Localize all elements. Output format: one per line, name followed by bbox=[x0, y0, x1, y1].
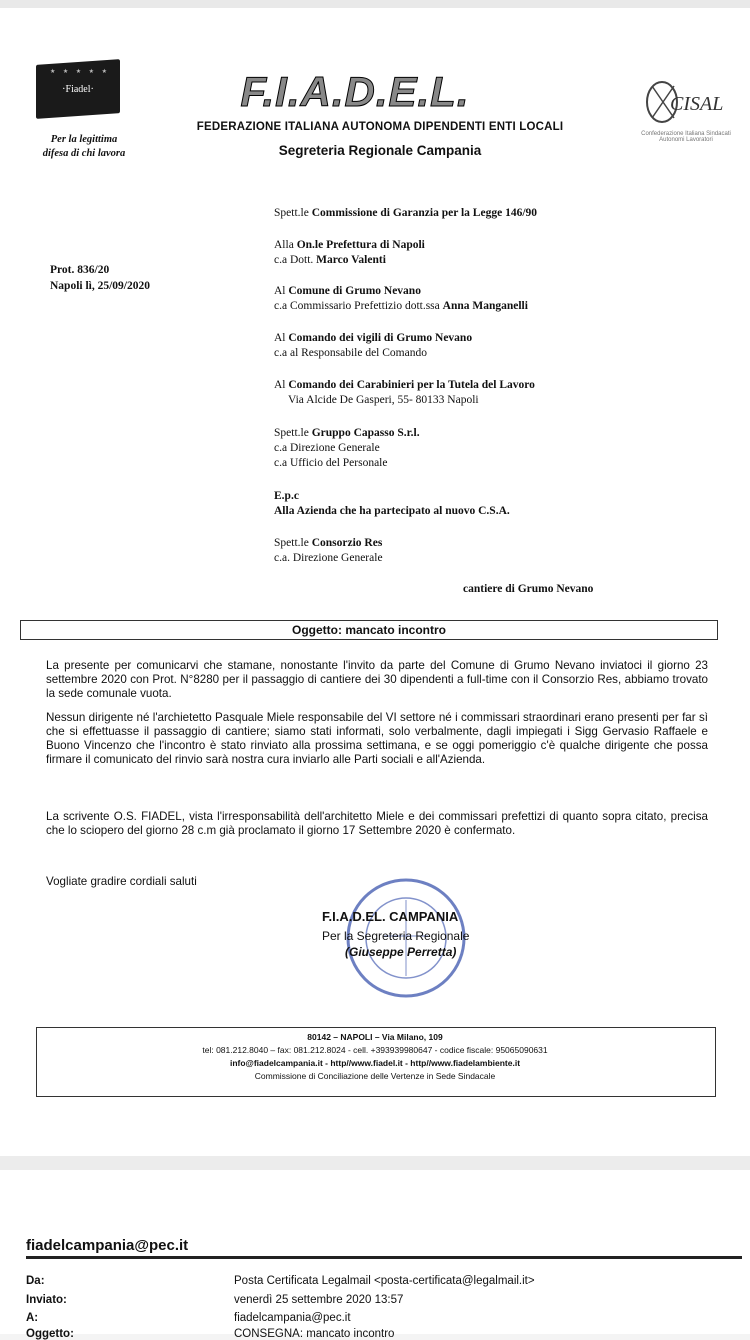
federation-name: FEDERAZIONE ITALIANA AUTONOMA DIPENDENTI ENTI LOCALI bbox=[196, 121, 564, 133]
recipient-ca: c.a Dott. bbox=[274, 254, 317, 266]
recipient-name: Consorzio Res bbox=[311, 537, 383, 549]
page-separator bbox=[0, 1156, 750, 1170]
footer-address: 80142 – NAPOLI – Via Milano, 109 bbox=[307, 1032, 443, 1042]
screen-top-strip bbox=[0, 0, 750, 8]
recipient-name: Gruppo Capasso S.r.l. bbox=[311, 427, 420, 439]
recipient-ca: c.a Commissario Prefettizio dott.ssa bbox=[274, 300, 443, 312]
recipient-ca-name: Anna Manganelli bbox=[442, 300, 528, 312]
signature-org: F.I.A.D.EL. CAMPANIA bbox=[322, 909, 459, 924]
body-paragraph-2: Nessun dirigente né l'archietetto Pasquale Miele responsabile del VI settore né i commissari straordinari erano presenti per far sì che si effettuasse il passaggio di cantiere; siamo stati informati, solo verbalmente, dagli impiegati i Sigg Gervasio Raffaele e Buono Vincenzo che l'incontro è stato rinviato alla prossima settimana, e se oggi pomeriggio c'è qualche dirigente che possa firmare il comunicato del rinvio sarà nostra cura inviarlo alle Parti sociali e all'Azienda. bbox=[46, 711, 708, 766]
subject-box: Oggetto: mancato incontro bbox=[20, 620, 718, 640]
flag-label: ·Fiadel· bbox=[62, 84, 94, 95]
cantiere-label: cantiere di Grumo Nevano bbox=[463, 583, 594, 595]
email-subject-label: Oggetto: bbox=[26, 1328, 74, 1340]
tagline-line2: difesa di chi lavora bbox=[42, 148, 126, 159]
email-address-title: fiadelcampania@pec.it bbox=[26, 1237, 189, 1254]
recipient-name: Comando dei vigili di Grumo Nevano bbox=[288, 332, 473, 344]
cisal-logo bbox=[640, 72, 724, 132]
recipient-line: c.a Ufficio del Personale bbox=[274, 457, 388, 469]
protocol-block bbox=[50, 262, 150, 294]
recipient-name: On.le Prefettura di Napoli bbox=[296, 239, 425, 251]
recipient-8 bbox=[274, 536, 383, 566]
cisal-caption: Confederazione Italiana Sindacati Autonomi Lavoratori bbox=[641, 131, 731, 143]
recipient-line: c.a al Responsabile del Comando bbox=[274, 347, 427, 359]
email-sent-label: Inviato: bbox=[26, 1294, 67, 1306]
email-sent-value: venerdì 25 settembre 2020 13:57 bbox=[234, 1294, 404, 1306]
recipient-line: c.a Direzione Generale bbox=[274, 442, 380, 454]
recipient-epc bbox=[274, 489, 510, 519]
email-from-label: Da: bbox=[26, 1275, 45, 1287]
recipient-prefix: Alla bbox=[274, 239, 297, 251]
email-from-value: Posta Certificata Legalmail <posta-certificata@legalmail.it> bbox=[234, 1275, 535, 1287]
recipient-prefix: Spett.le bbox=[274, 537, 312, 549]
signature-name: (Giuseppe Perretta) bbox=[345, 945, 457, 959]
recipient-address: Via Alcide De Gasperi, 55- 80133 Napoli bbox=[288, 394, 479, 406]
email-subject-value: CONSEGNA: mancato incontro bbox=[234, 1328, 395, 1340]
recipient-5 bbox=[274, 378, 535, 408]
signature-role: Per la Segreteria Regionale bbox=[322, 929, 470, 943]
recipient-1 bbox=[274, 206, 537, 221]
epc-label: E.p.c bbox=[274, 490, 299, 502]
protocol-date: Napoli lì, 25/09/2020 bbox=[50, 280, 150, 292]
recipient-prefix: Spett.le bbox=[274, 207, 312, 219]
flag-stars-icon: ★ ★ ★ ★ ★ bbox=[50, 69, 110, 75]
protocol-number: Prot. 836/20 bbox=[50, 264, 110, 276]
recipient-prefix: Spett.le bbox=[274, 427, 312, 439]
recipient-prefix: Al bbox=[274, 379, 289, 391]
body-paragraph-3: La scrivente O.S. FIADEL, vista l'irresponsabilità dell'architetto Miele e dei commissari prefettizi di quanto sopra citato, precisa che lo sciopero del giorno 28 c.m già proclamato il giorno 17 Settembre 2020 è confermato. bbox=[46, 810, 708, 837]
footer-web: info@fiadelcampania.it - http//www.fiadel.it - http//www.fiadelambiente.it bbox=[229, 1058, 521, 1068]
email-to-label: A: bbox=[26, 1312, 39, 1324]
recipient-name: Comune di Grumo Nevano bbox=[288, 285, 421, 297]
recipient-line: c.a. Direzione Generale bbox=[274, 552, 383, 564]
regional-secretariat: Segreteria Regionale Campania bbox=[278, 143, 482, 158]
recipient-prefix: Al bbox=[274, 332, 289, 344]
tagline-line1: Per la legittima bbox=[50, 134, 118, 145]
recipient-prefix: Al bbox=[274, 285, 289, 297]
recipient-name: Commissione di Garanzia per la Legge 146/90 bbox=[311, 207, 538, 219]
footer-phones: tel: 081.212.8040 – fax: 081.212.8024 - cell. +393939980647 - codice fiscale: 95065090631 bbox=[202, 1045, 548, 1055]
epc-line: Alla Azienda che ha partecipato al nuovo C.S.A. bbox=[274, 505, 510, 517]
recipient-2 bbox=[274, 238, 425, 268]
email-to-value: fiadelcampania@pec.it bbox=[234, 1312, 351, 1324]
recipient-6 bbox=[274, 426, 420, 471]
body-paragraph-1: La presente per comunicarvi che stamane, nonostante l'invito da parte del Comune di Grumo Nevano inviatoci il giorno 23 settembre 2020 con Prot. N°8280 per il passaggio di cantiere dei 30 dipendenti a full-time con il Consorzio Res, abbiamo trovato la sede comunale vuota. bbox=[46, 659, 708, 700]
recipient-ca-name: Marco Valenti bbox=[316, 254, 386, 266]
footer-commission: Commissione di Conciliazione delle Vertenze in Sede Sindacale bbox=[254, 1071, 496, 1081]
tagline bbox=[24, 133, 144, 161]
recipient-3 bbox=[274, 284, 528, 314]
cisal-logo-text: CISAL bbox=[670, 93, 724, 115]
email-divider bbox=[26, 1256, 742, 1259]
brand-title: F.I.A.D.E.L. bbox=[240, 68, 470, 115]
recipient-4 bbox=[274, 331, 472, 361]
closing-line: Vogliate gradire cordiali saluti bbox=[46, 875, 197, 888]
recipient-name: Comando dei Carabinieri per la Tutela del Lavoro bbox=[288, 379, 535, 391]
